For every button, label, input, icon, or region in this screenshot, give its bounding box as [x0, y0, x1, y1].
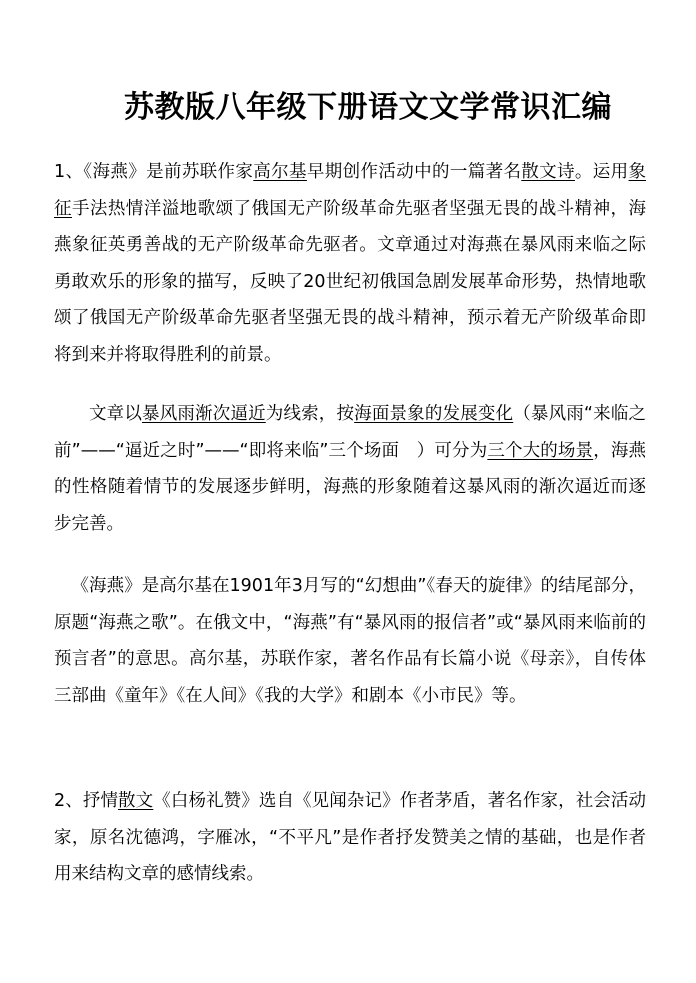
text-run: 《白杨礼赞》选自《见闻杂记》作者茅盾，著名作家，社会活动家，原名沈德鸿，字雁冰，“不平凡”是作者抒发赞美之情的基础，也是作者用来结构文章的感情线索。 — [54, 791, 647, 884]
text-run: 2、抒情 — [54, 791, 119, 811]
text-run: ，海燕的性格随着情节的发展逐步鲜明，海燕的形象随着这暴风雨的渐次逼近而逐步完善。 — [54, 440, 647, 534]
text-run: 手法热情洋溢地歌颂了俄国无产阶级革命先驱者坚强无畏的战斗精神，海燕象征英勇善战的无产阶级革命先驱者。文章通过对海燕在暴风雨来临之际勇敢欢乐的形象的描写，反映了20世纪初俄国急剧发展革命形势，热情地歌颂了俄国无产阶级革命先驱者坚强无畏的战斗精神，预示着无产阶级革命即将到来并将取得胜利的前景。 — [54, 198, 646, 365]
text-run: （暴风雨“来临之前”——“逼近之时”——“即将来临”三个场面 ）可分为 — [54, 404, 647, 461]
paragraph-haiyan-structure — [54, 396, 646, 542]
text-run: 1、《海燕》是前苏联作家 — [54, 162, 254, 182]
underlined-term-technique: 象征 — [54, 162, 647, 219]
text-run: 文章以 — [89, 404, 143, 424]
underlined-term-clue: 暴风雨渐次逼近 — [142, 404, 266, 424]
document-title: 苏教版八年级下册语文文学常识汇编 — [124, 90, 612, 125]
paragraph-baiyang-lizan — [54, 783, 646, 893]
paragraph-haiyan-background — [54, 568, 646, 714]
paragraph-haiyan-intro — [54, 154, 646, 373]
text-run: 为线索，按 — [265, 404, 355, 424]
underlined-term-author: 高尔基 — [253, 162, 307, 182]
underlined-term-genre: 散文诗 — [521, 162, 575, 182]
text-run: 。运用 — [574, 162, 629, 182]
underlined-term-genre: 散文 — [118, 791, 154, 811]
underlined-term-order: 海面景象的发展变化 — [354, 404, 514, 424]
underlined-term-scenes: 三个大的场景 — [487, 440, 594, 461]
text-run: 《海燕》是高尔基在1901年3月写的“幻想曲”《春天的旋律》的结尾部分，原题“海燕之歌”。在俄文中，“海燕”有“暴风雨的报信者”或“暴风雨来临前的预言者”的意思。高尔基，苏联作家，著名作品有长篇小说《母亲》，自传体三部曲《童年》《在人间》《我的大学》和剧本《小市民》等。 — [54, 576, 646, 706]
text-run: 早期创作活动中的一篇著名 — [306, 162, 522, 182]
